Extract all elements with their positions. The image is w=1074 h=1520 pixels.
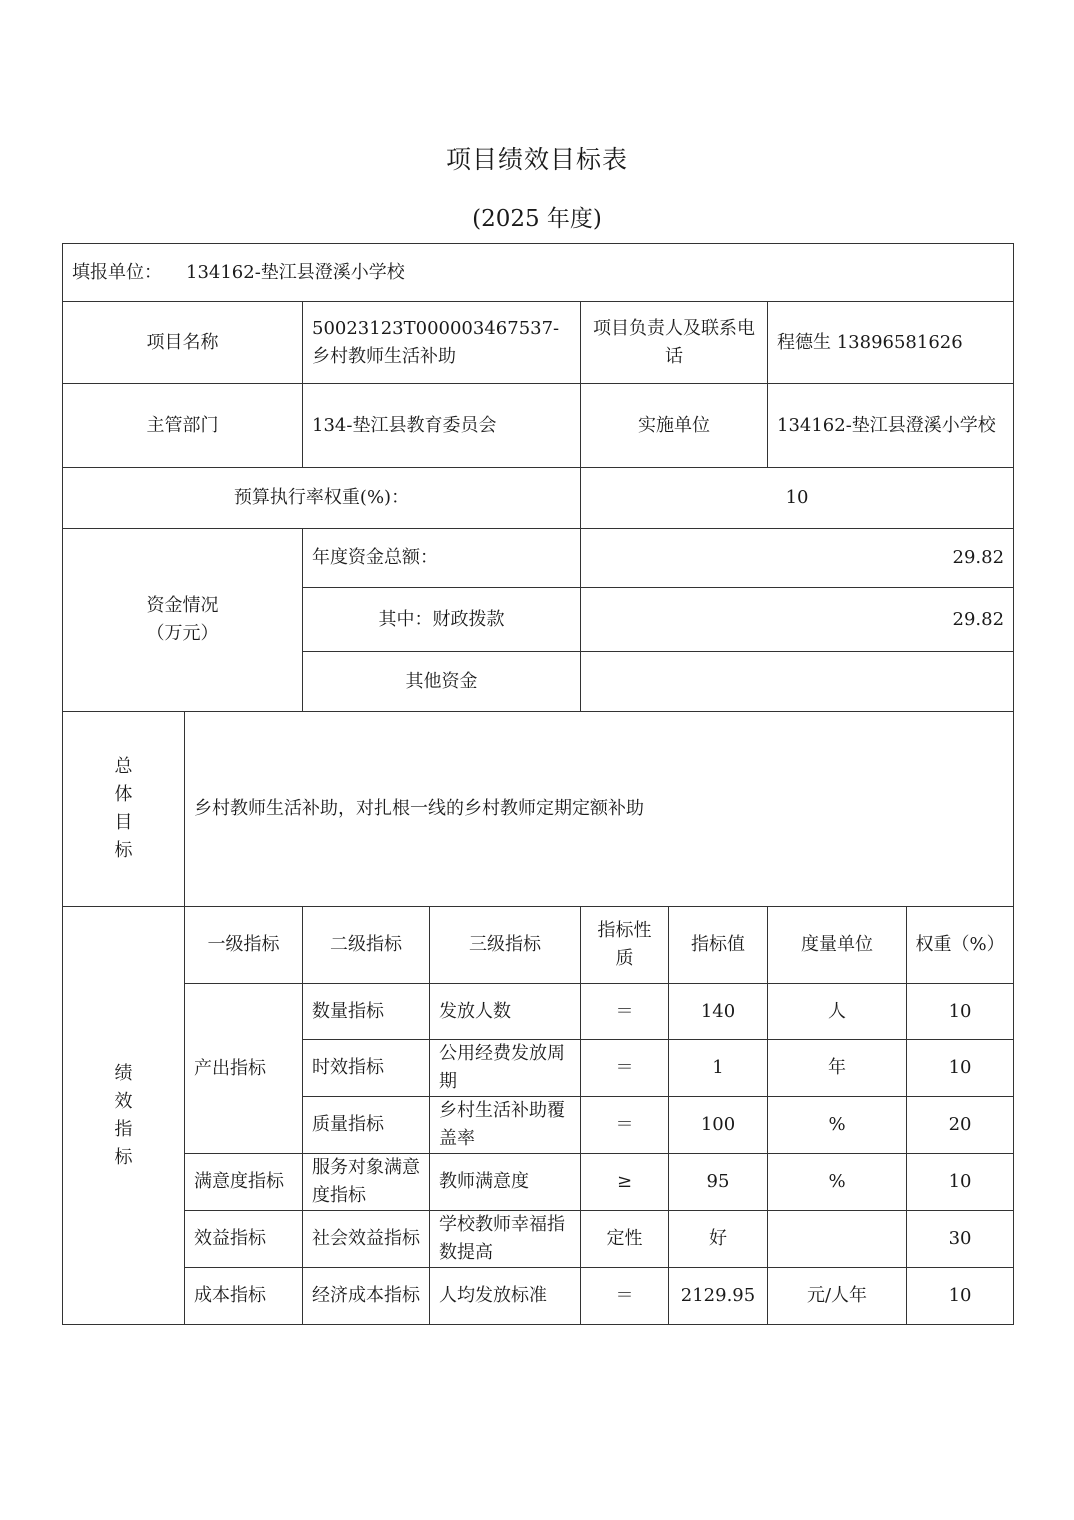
perf-label-char: 绩 xyxy=(114,1062,133,1084)
indicator-level2: 数量指标 xyxy=(303,984,430,1040)
annual-total-value: 29.82 xyxy=(581,529,1014,588)
fill-unit-value: 134162-垫江县澄溪小学校 xyxy=(186,261,405,283)
budget-weight-label: 预算执行率权重(%)： xyxy=(63,468,581,529)
indicator-level3: 人均发放标准 xyxy=(430,1268,581,1325)
indicator-level1: 产出指标 xyxy=(185,984,303,1154)
goal-label-char: 目 xyxy=(114,812,133,833)
dept-value: 134-垫江县教育委员会 xyxy=(303,384,581,468)
indicator-nature: ＝ xyxy=(581,1268,669,1325)
fiscal-value: 29.82 xyxy=(581,588,1014,652)
table-row xyxy=(63,1211,1014,1268)
indicator-value: 2129.95 xyxy=(669,1268,768,1325)
indicator-unit: 人 xyxy=(768,984,907,1040)
perf-label-char: 效 xyxy=(114,1090,133,1112)
goal-text: 乡村教师生活补助，对扎根一线的乡村教师定期定额补助 xyxy=(185,712,1014,907)
indicator-nature: ＝ xyxy=(581,1097,669,1154)
fiscal-label: 其中：财政拨款 xyxy=(303,588,581,652)
page-title: 项目绩效目标表 xyxy=(445,145,628,174)
contact-label: 项目负责人及联系电话 xyxy=(581,302,768,384)
dept-label: 主管部门 xyxy=(63,384,303,468)
indicator-level3: 教师满意度 xyxy=(430,1154,581,1211)
indicator-unit xyxy=(768,1211,907,1268)
goal-label-char: 体 xyxy=(114,784,133,805)
indicator-value: 100 xyxy=(669,1097,768,1154)
indicator-level2: 时效指标 xyxy=(303,1040,430,1097)
fill-unit-cell xyxy=(63,244,1014,302)
annual-total-label: 年度资金总额： xyxy=(303,529,581,588)
indicator-level3: 乡村生活补助覆盖率 xyxy=(430,1097,581,1154)
header-unit: 度量单位 xyxy=(768,907,907,984)
indicator-weight: 20 xyxy=(907,1097,1014,1154)
other-funds-label: 其他资金 xyxy=(303,652,581,712)
table-row xyxy=(63,1154,1014,1211)
perf-label-char: 指 xyxy=(114,1118,133,1140)
indicator-unit: 元/人年 xyxy=(768,1268,907,1325)
indicator-value: 95 xyxy=(669,1154,768,1211)
page-subtitle: (2025 年度) xyxy=(472,206,602,232)
indicator-unit: 年 xyxy=(768,1040,907,1097)
indicator-nature: ＝ xyxy=(581,1040,669,1097)
other-funds-value xyxy=(581,652,1014,712)
indicator-unit: % xyxy=(768,1154,907,1211)
indicator-nature: ＝ xyxy=(581,984,669,1040)
indicator-weight: 10 xyxy=(907,1154,1014,1211)
indicator-unit: % xyxy=(768,1097,907,1154)
project-name-value: 50023123T000003467537-乡村教师生活补助 xyxy=(303,302,581,384)
indicator-level3: 公用经费发放周期 xyxy=(430,1040,581,1097)
indicator-level2: 社会效益指标 xyxy=(303,1211,430,1268)
budget-weight-value: 10 xyxy=(581,468,1014,529)
indicator-level1: 满意度指标 xyxy=(185,1154,303,1211)
goal-label-char: 总 xyxy=(114,756,133,777)
indicator-nature: 定性 xyxy=(581,1211,669,1268)
indicator-level1: 效益指标 xyxy=(185,1211,303,1268)
funds-label-cell xyxy=(63,529,303,712)
table-row xyxy=(63,1268,1014,1325)
header-level2: 二级指标 xyxy=(303,907,430,984)
indicator-level2: 经济成本指标 xyxy=(303,1268,430,1325)
funds-label: 资金情况 xyxy=(146,595,219,616)
indicator-weight: 10 xyxy=(907,1268,1014,1325)
indicator-level2: 服务对象满意度指标 xyxy=(303,1154,430,1211)
indicator-weight: 10 xyxy=(907,984,1014,1040)
table-row xyxy=(63,984,1014,1040)
goal-label-cell xyxy=(63,712,185,907)
perf-label-char: 标 xyxy=(114,1146,133,1168)
indicator-level3: 学校教师幸福指数提高 xyxy=(430,1211,581,1268)
indicator-level1: 成本指标 xyxy=(185,1268,303,1325)
header-weight: 权重（%） xyxy=(907,907,1014,984)
header-level1: 一级指标 xyxy=(185,907,303,984)
contact-value: 程德生 13896581626 xyxy=(768,302,1014,384)
header-nature: 指标性质 xyxy=(581,907,669,984)
impl-label: 实施单位 xyxy=(581,384,768,468)
perf-label-cell xyxy=(63,907,185,1325)
header-level3: 三级指标 xyxy=(430,907,581,984)
indicator-value: 1 xyxy=(669,1040,768,1097)
performance-target-table xyxy=(62,243,1014,1325)
indicator-level2: 质量指标 xyxy=(303,1097,430,1154)
goal-label-char: 标 xyxy=(114,840,133,861)
fill-unit-label: 填报单位： xyxy=(72,261,162,283)
indicator-value: 140 xyxy=(669,984,768,1040)
indicator-weight: 30 xyxy=(907,1211,1014,1268)
indicator-nature: ≥ xyxy=(581,1154,669,1211)
impl-value: 134162-垫江县澄溪小学校 xyxy=(768,384,1014,468)
header-value: 指标值 xyxy=(669,907,768,984)
indicator-level3: 发放人数 xyxy=(430,984,581,1040)
funds-unit: （万元） xyxy=(146,623,219,644)
indicator-weight: 10 xyxy=(907,1040,1014,1097)
project-name-label: 项目名称 xyxy=(63,302,303,384)
indicator-value: 好 xyxy=(669,1211,768,1268)
